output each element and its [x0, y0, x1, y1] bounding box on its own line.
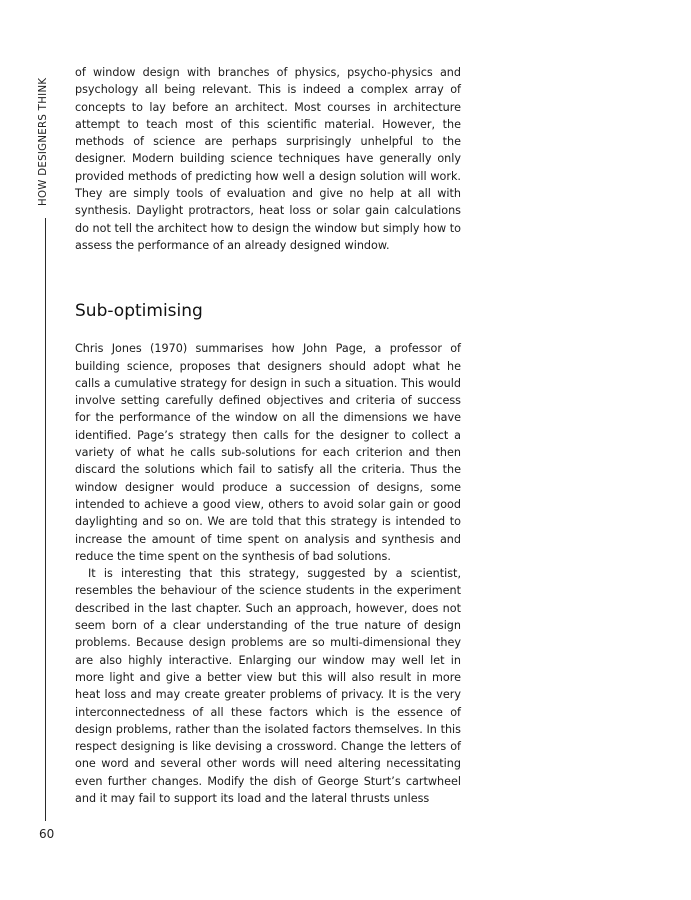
page-number: 60: [39, 827, 55, 841]
section-paragraph-1: Chris Jones (1970) summarises how John Page, a professor of building science, proposes that designers should adopt what he calls a cumulative strategy for design in such a situation. This would involve setting carefully defined objectives and criteria of success for the performance of the window on all the dimensions we have identified. Page’s strategy then calls for the designer to collect a variety of what he calls sub-solutions for each criterion and then discard the solutions which fail to satisfy all the criteria. Thus the window designer would produce a succession of designs, some intended to achieve a good view, others to avoid solar gain or good daylighting and so on. We are told that this strategy is intended to increase the amount of time spent on analysis and synthesis and reduce the time spent on the synthesis of bad solutions.: [75, 342, 461, 563]
running-head: [35, 66, 53, 206]
running-head-text: HOW DESIGNERS THINK: [38, 77, 49, 206]
section-paragraph-2: It is interesting that this strategy, suggested by a scientist, resembles the behaviour of the science students in the experiment described in the last chapter. Such an approach, however, does not seem born of a clear understanding of the true nature of design problems. Because design problems are so multi-dimensional they are also highly interactive. Enlarging our window may well let in more light and give a better view but this will also result in more heat loss and may create greater problems of privacy. It is the very interconnectedness of all these factors which is the essence of design problems, rather than the isolated factors themselves. In this respect designing is like devising a crossword. Change the letters of one word and several other words will need altering necessitating even further changes. Modify the dish of George Sturt’s cartwheel and it may fail to support its load and the lateral thrusts unless: [75, 567, 461, 805]
text-column: [75, 64, 461, 807]
intro-paragraph: of window design with branches of physics, psycho-physics and psychology all being relevant. This is indeed a complex array of concepts to lay before an architect. Most courses in architecture attempt to teach most of this scientific material. However, the methods of science are perhaps surprisingly unhelpful to the designer. Modern building science techniques have generally only provided methods of predicting how well a design solution will work. They are simply tools of evaluation and give no help at all with synthesis. Daylight protractors, heat loss or solar gain calculations do not tell the architect how to design the window but simply how to assess the performance of an already designed window.: [75, 66, 461, 252]
section-heading: Sub-optimising: [75, 301, 203, 322]
margin-rule: [45, 218, 46, 821]
